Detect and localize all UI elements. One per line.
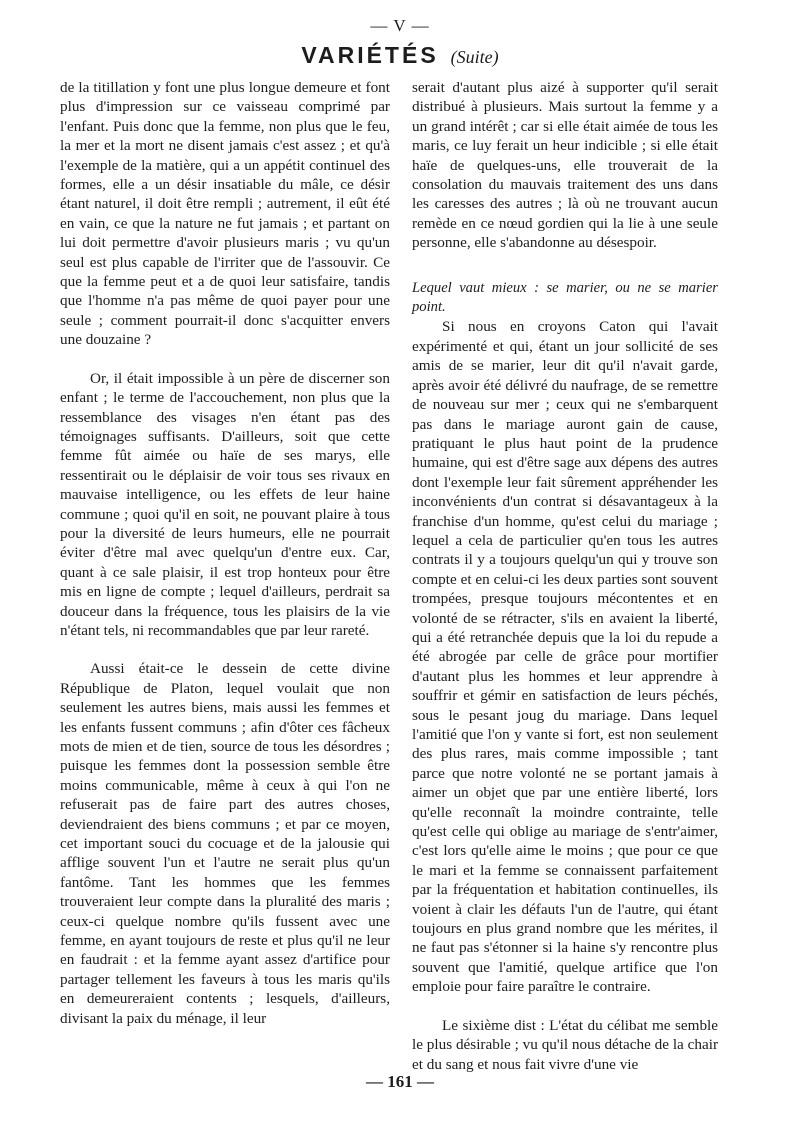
left-paragraph-2: Or, il était impossible à un père de discerner son enfant ; le terme de l'accouchement, non plus que la ressemblance des visages n'en étant pas des témoignages suffisants. D'ailleurs, soit que cette femme fût aimée ou haïe de ses marys, elle ressentirait ou le déplaisir de voir tous ses rivaux en mauvaise intelligence, ou les effets de leur haine commune ; quoi qu'il en soit, ne pouvant plaire à tous pour la diversité de leurs humeurs, elle ne pourrait éviter d'être mal avec quelqu'un d'entre eux. Car, quant à ce sale plaisir, il est trop honteux pour être mis en ligne de compte ; lequel d'ailleurs, perdrait sa douceur dans la fréquence, tous les plaisirs de la vie n'étant tels, ni recommandables que par leur rareté. [60, 369, 390, 639]
section-title-main: VARIÉTÉS [301, 42, 439, 68]
right-paragraph-1: serait d'autant plus aizé à supporter qu'il serait distribué à plusieurs. Mais surtout la femme y a un grand intérêt ; car si elle était aimée de tous les maris, ce luy ferait un heur indicible ; si elle était haïe de quelques-uns, elle trouverait de la consolation du mauvais traitement des uns dans les caresses des autres ; là où ne trouvant aucun remède en ce nœud gordien qui la lie à une seule personne, elle s'abandonne au désespoir. [412, 79, 718, 252]
right-column [412, 78, 718, 1074]
right-paragraph-3: Le sixième dist : L'état du célibat me semble le plus désirable ; vu qu'il nous détache de la chair et du sang et nous fait vivre d'une vie [412, 1016, 718, 1073]
section-title-suite: (Suite) [450, 47, 499, 67]
left-paragraph-3: Aussi était-ce le dessein de cette divine République de Platon, lequel voulait que non seulement les autres biens, mais aussi les femmes et les enfants fussent communs ; afin d'ôter ces fâcheux mots de mien et de tien, source de tous les désordres ; puisque les femmes dont la possession semble être moins communicable, même à ceux à qui l'on ne refuserait pas de faire part des autres choses, deviendraient des biens communs ; et par ce moyen, cet important souci du cocuage et de la jalousie qui afflige souvent l'un et l'autre ne serait plus qu'un fantôme. Tant les hommes que les femmes trouveraient leur compte dans la pluralité des maris ; ceux-ci quelque nombre qu'ils fussent avec une femme, en ayant toujours de reste et plus qu'il ne leur en faudrait : et la femme ayant assez d'artifice pour partager tellement les faveurs à tous les maris qu'ils en demeureraient contents ; lesquels, d'ailleurs, divisant la paix du ménage, il leur [60, 660, 390, 1027]
right-subheading: Lequel vaut mieux : se marier, ou ne se marier point. [412, 279, 718, 316]
page-number: — 161 — [366, 1072, 434, 1091]
left-paragraph-1: de la titillation y font une plus longue demeure et font plus d'impression sur ce vaisseau comprimé par l'enfant. Puis donc que la femme, non plus que le feu, la mer et la mort ne disent jamais c'est assez ; et qu'à l'exemple de la matière, qui a un appétit continuel des formes, elle a un désir insatiable du mâle, ce désir étant naturel, il doit être rempli ; autrement, il eût été en vain, ce que la nature ne fut jamais ; et partant on lui doit permettre d'avoir plusieurs maris ; vu qu'un seul est plus capable de l'irriter que de l'assouvir. Ce que la femme peut et a de quoi leur satisfaire, tandis que l'homme n'a pas même de quoi payer pour une seule ; comment pourrait-il donc s'acquitter envers une douzaine ? [60, 79, 390, 349]
page-marker: — V — [370, 16, 430, 35]
left-column [60, 78, 390, 1028]
right-paragraph-2: Si nous en croyons Caton qui l'avait expérimenté et qui, étant un jour sollicité de ses amis de se marier, leur dit qu'il n'avait garde, après avoir été délivré du naufrage, de se remettre de nouveau sur mer ; ceux qui ne s'embarquent pas dans le mariage auront gain de cause, pratiquant le plus haut point de la prudence humaine, qui est d'être sage aux dépens des autres dont l'exemple leur fait sûrement appréhender les inconvénients d'un contrat si désavantageux à la franchise d'un homme, qu'est celui du mariage ; lequel a cela de particulier qu'en tous les autres contrats il y a toujours quelqu'un qui y trouve son compte et en celui-ci les deux parties sont souvent trompées, presque toujours mécontentes et en volonté de se rétracter, s'ils en avaient la liberté, qui a été retranchée depuis que la loi du repude a été abrogée par celle de grâce pour mortifier d'autant plus les hommes et leur apprendre à souffrir et gémir en satisfaction de leurs péchés, sous le pesant joug du mariage. Dans lequel l'amitié que l'on y vante si fort, est non seulement des plus rares, mais comme impossible ; tant parce que notre volonté ne se portant jamais à aimer un objet que par une entière liberté, lors qu'elle reconnaît la moindre contrainte, telle qu'est celle qui oblige au mariage de s'entr'aimer, c'est lors qu'elle aime le moins ; que pour ce que le mari et la femme se connaissent parfaitement par la fréquentation et habitation continuelles, ils voient à clair les défauts l'un de l'autre, qui étant toujours en plus grand nombre que les mérites, il ne faut pas s'étonner si la haine s'y rencontre plus souvent que l'amitié, quelque artifice que l'on emploie pour faire paraître le contraire. [412, 318, 718, 996]
section-title [0, 42, 800, 69]
